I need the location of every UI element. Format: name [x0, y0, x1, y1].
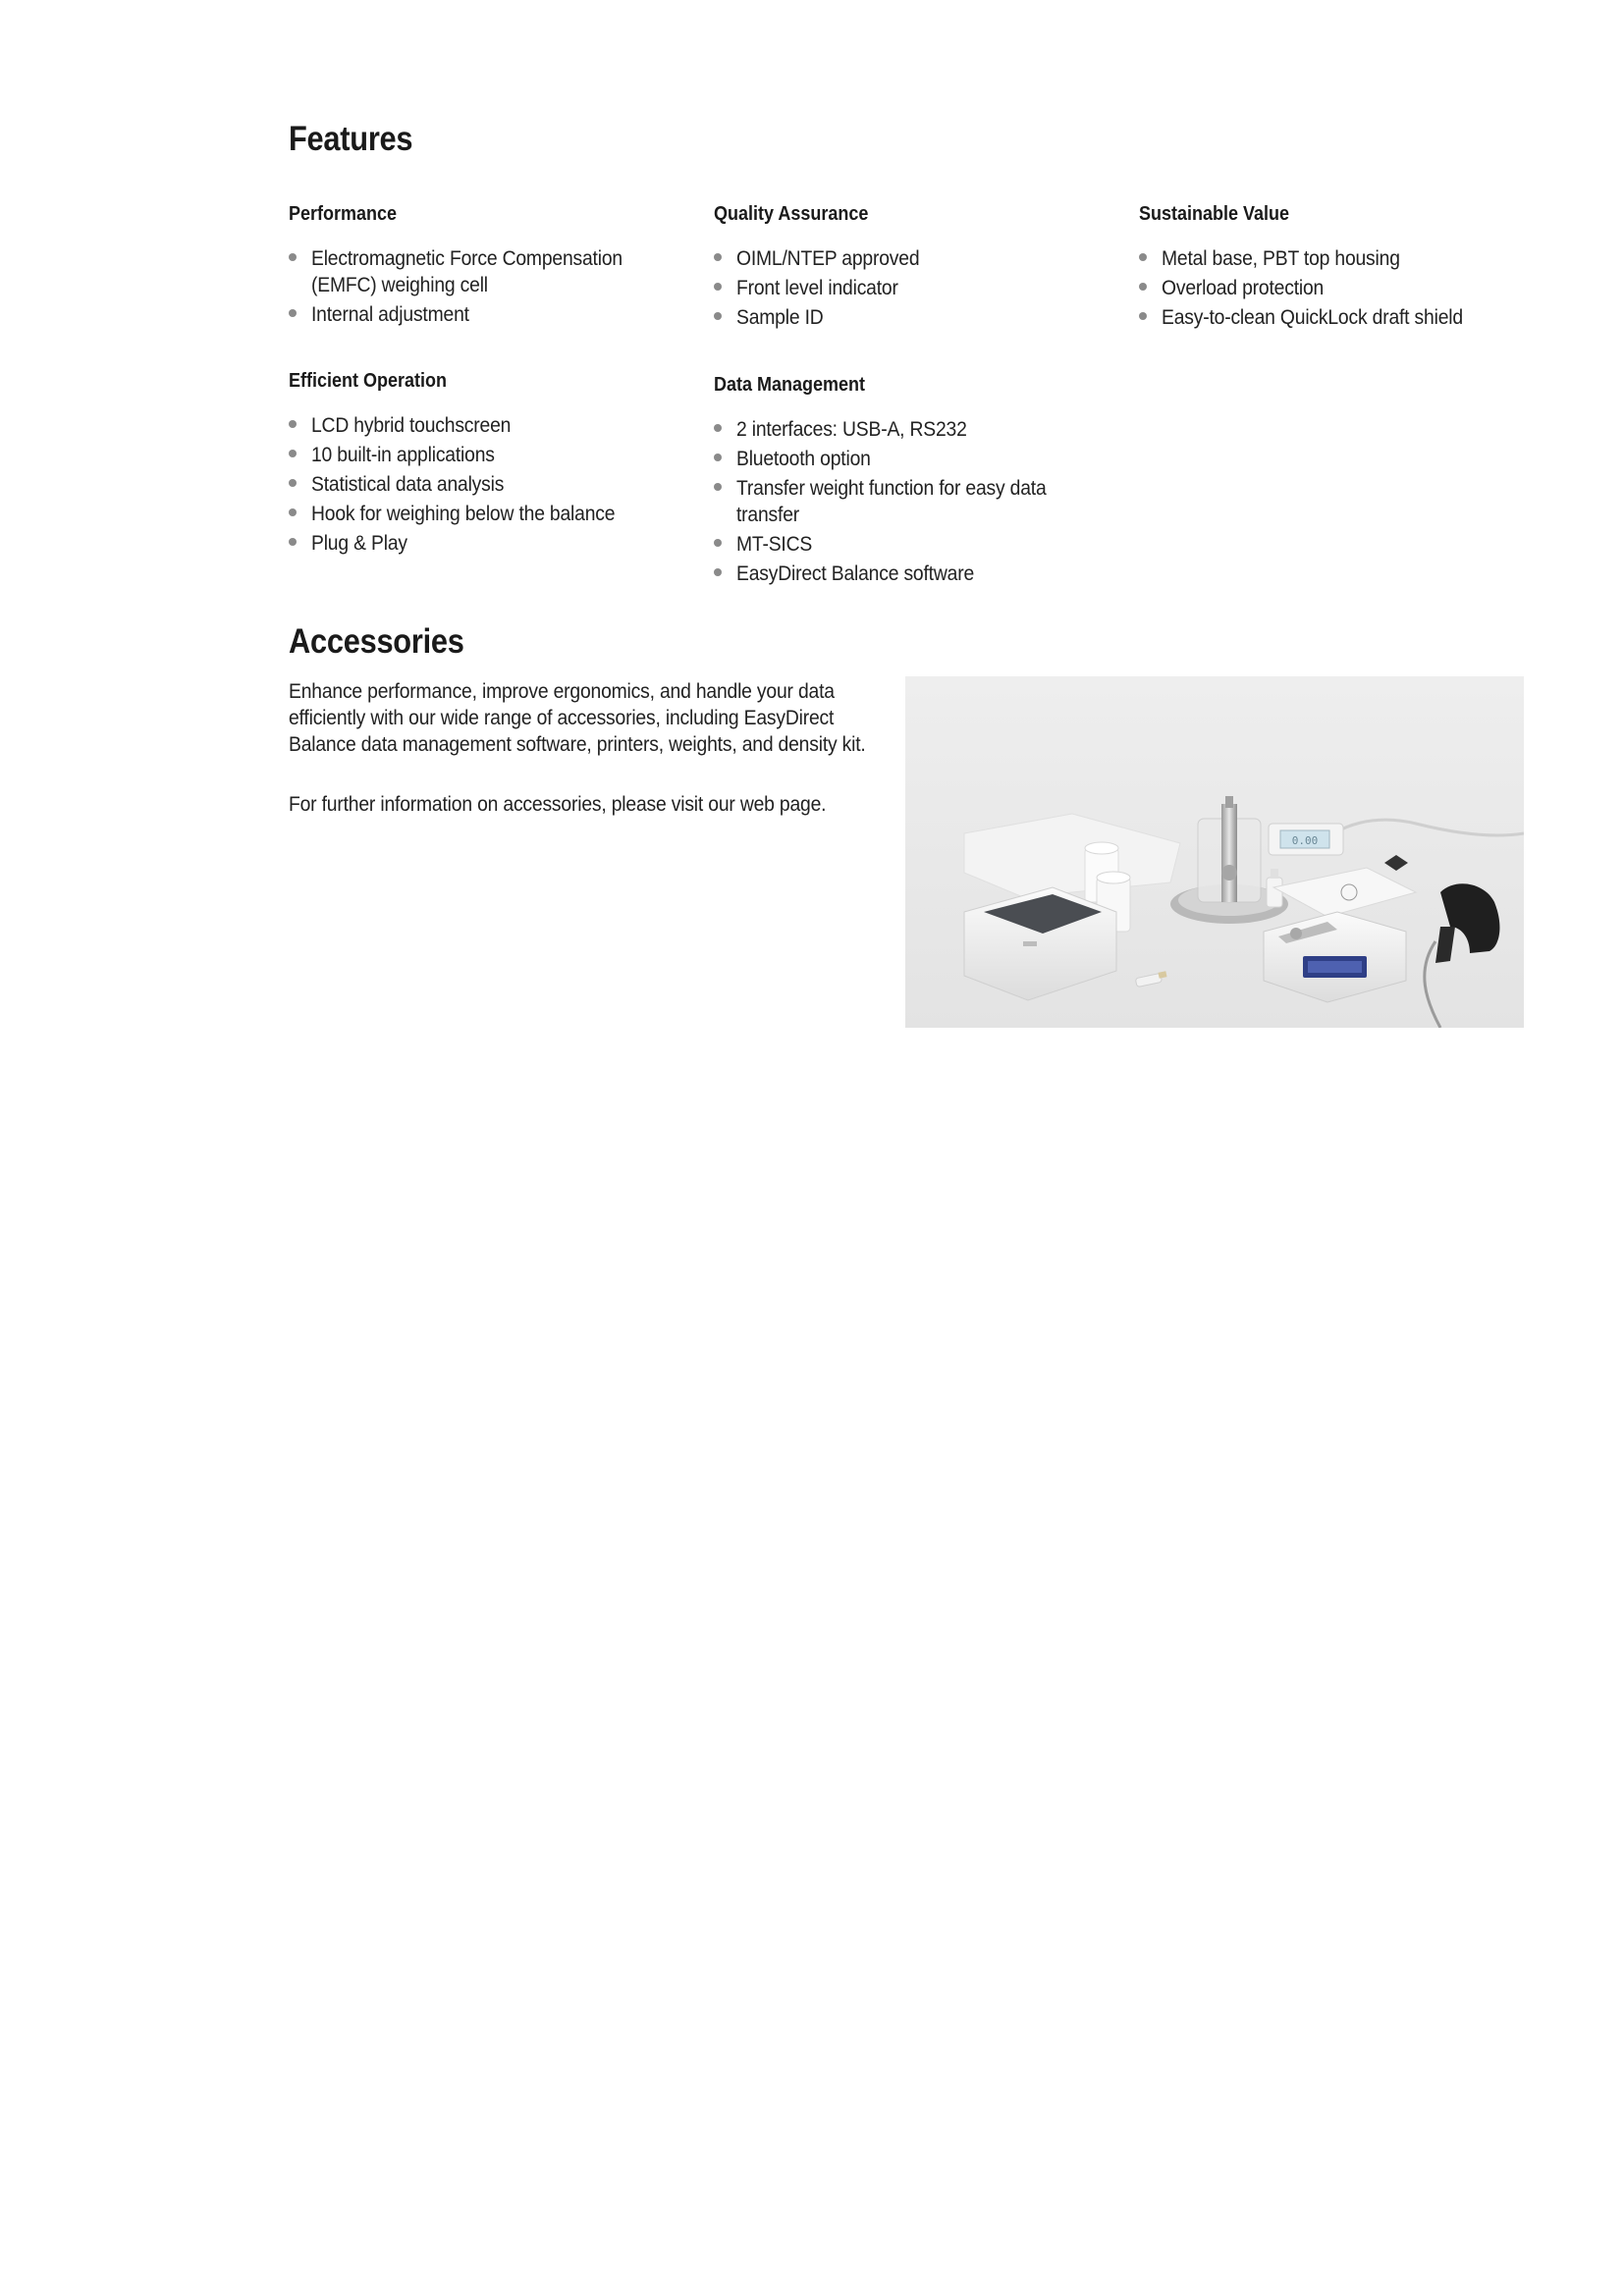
bullet-icon: [289, 253, 297, 261]
list-item: Internal adjustment: [289, 301, 662, 328]
list-item: OIML/NTEP approved: [714, 245, 1087, 272]
list-item: Plug & Play: [289, 530, 662, 557]
feature-group-sustainable-value: [1139, 202, 1532, 334]
bullet-icon: [714, 253, 722, 261]
accessories-heading: Accessories: [289, 622, 464, 661]
bullet-icon: [1139, 312, 1147, 320]
bullet-icon: [289, 450, 297, 457]
bullet-icon: [714, 454, 722, 461]
bullet-icon: [1139, 283, 1147, 291]
accessories-description: Enhance performance, improve ergonomics, and handle your data efficiently with our wide range of accessories, including EasyDirect Balance data management software, printers, weights, and density kit.: [289, 680, 866, 756]
group-title: Data Management: [714, 374, 866, 396]
list-item: Electromagnetic Force Compensation (EMFC) weighing cell: [289, 245, 662, 298]
bullet-icon: [289, 508, 297, 516]
list-item: Hook for weighing below the balance: [289, 501, 662, 527]
bullet-icon: [714, 312, 722, 320]
display-readout: 0.00: [1291, 834, 1319, 847]
bullet-list: [714, 245, 1087, 331]
list-item: 10 built-in applications: [289, 442, 662, 468]
list-item: Easy-to-clean QuickLock draft shield: [1139, 304, 1532, 331]
list-item: LCD hybrid touchscreen: [289, 412, 662, 439]
list-item: MT-SICS: [714, 531, 1077, 558]
bullet-icon: [289, 309, 297, 317]
features-heading: Features: [289, 120, 413, 158]
list-item: EasyDirect Balance software: [714, 561, 1077, 587]
bullet-icon: [1139, 253, 1147, 261]
bullet-list: [714, 416, 1077, 587]
bullet-icon: [289, 479, 297, 487]
bullet-icon: [289, 420, 297, 428]
feature-group-efficient-operation: [289, 369, 662, 560]
group-title: Quality Assurance: [714, 203, 869, 225]
bullet-list: [289, 412, 662, 557]
feature-group-data-management: [714, 373, 1077, 590]
feature-group-quality-assurance: [714, 202, 1087, 334]
list-item: Metal base, PBT top housing: [1139, 245, 1532, 272]
bullet-icon: [714, 568, 722, 576]
list-item: Overload protection: [1139, 275, 1532, 301]
group-title: Efficient Operation: [289, 370, 448, 392]
feature-group-performance: [289, 202, 662, 331]
bullet-list: [289, 245, 662, 328]
bullet-icon: [714, 539, 722, 547]
bullet-icon: [714, 283, 722, 291]
bullet-icon: [714, 483, 722, 491]
list-item: Sample ID: [714, 304, 1087, 331]
list-item: 2 interfaces: USB-A, RS232: [714, 416, 1077, 443]
list-item: Statistical data analysis: [289, 471, 662, 498]
group-title: Performance: [289, 203, 398, 225]
list-item: Front level indicator: [714, 275, 1087, 301]
group-title: Sustainable Value: [1139, 203, 1290, 225]
list-item: Transfer weight function for easy data transfer: [714, 475, 1077, 528]
bullet-icon: [289, 538, 297, 546]
accessories-product-image: [905, 676, 1524, 1028]
list-item: Bluetooth option: [714, 446, 1077, 472]
bullet-list: [1139, 245, 1532, 331]
accessories-web-note: For further information on accessories, please visit our web page.: [289, 793, 827, 816]
accessories-illustration: [905, 676, 1524, 1028]
bullet-icon: [714, 424, 722, 432]
